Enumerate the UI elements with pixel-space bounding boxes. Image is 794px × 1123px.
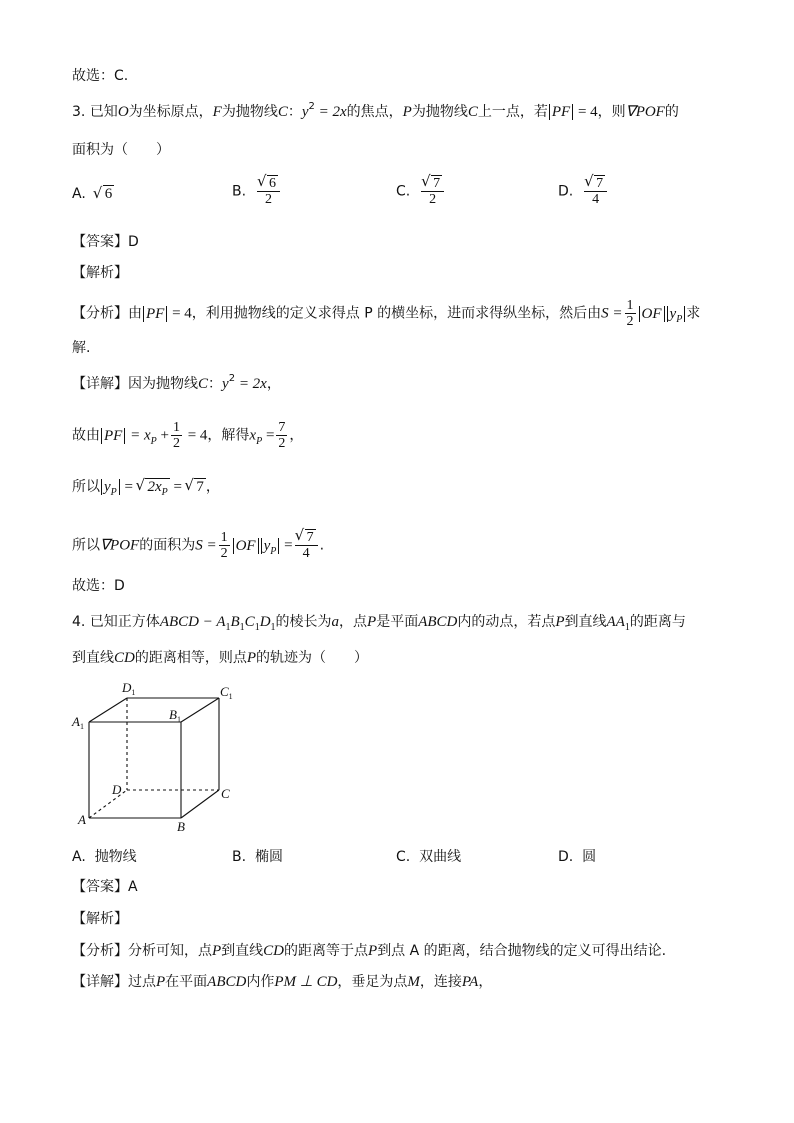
label-a: A [78, 812, 86, 827]
q4-answer: 【答案】A [72, 879, 138, 895]
label-d1: $D_1$ [122, 682, 136, 697]
q4-option-b: B. 椭圆 [232, 849, 283, 865]
q3-fenxi-line2: 解. [72, 340, 91, 356]
q3-option-a: A. √ 6 [72, 186, 114, 203]
label-b1: $B_1$ [169, 707, 181, 724]
label-a1: $A_1$ [72, 714, 84, 731]
label-d: D [112, 782, 122, 797]
q3-xiangjie-2: 故由 PF = $x_P$ + $\frac{1}{2}$ = 4，解得$x_P$ = $\frac{7}{2}$ ， [72, 420, 304, 451]
label-c1: $C_1$ [220, 684, 233, 701]
q4-stem-line2: 到直线CD的距离相等，则点P的轨迹为（ ） [72, 650, 369, 666]
q4-option-d: D. 圆 [558, 849, 597, 865]
q3-option-b: B. √ $\frac{6}{2}$ [232, 176, 282, 207]
q4-xiangjie: 【详解】过点P在平面ABCD内作PM ⊥ CD，垂足为点M，连接PA， [72, 974, 493, 990]
q3-choice: 故选：D [72, 578, 125, 594]
q3-jiexi: 【解析】 [72, 265, 128, 281]
q4-option-c: C. 双曲线 [396, 849, 462, 865]
q4-jiexi: 【解析】 [72, 911, 128, 927]
q3-stem-line2: 面积为（ ） [72, 142, 170, 158]
q4-fenxi: 【分析】分析可知，点P到直线CD的距离等于点P到点 A 的距离，结合抛物线的定义可得出结论. [72, 943, 667, 959]
edge-bc [181, 790, 219, 818]
label-c: C [221, 786, 230, 801]
label-b: B [177, 819, 185, 834]
edge-a1d1 [89, 698, 127, 722]
edge-b1c1 [181, 698, 219, 722]
q3-xiangjie-1: 【详解】因为抛物线C：$y^2 = 2x$， [72, 373, 281, 392]
cube-diagram [70, 682, 250, 834]
q2-choice: 故选：C. [72, 68, 129, 84]
q3-xiangjie-3: 所以 $y_P$ = √ $2x_P$ = √ 7 ， [72, 477, 220, 499]
q3-xiangjie-4: 所以∇POF的面积为S = $\frac{1}{2}$ OF $y_P$ = √ $\frac{7}{4}$ . [72, 530, 324, 561]
q3-answer: 【答案】D [72, 234, 139, 250]
q4-option-a: A. 抛物线 [72, 849, 137, 865]
q3-fenxi-line1: 【分析】由 PF = 4，利用抛物线的定义求得点 P 的横坐标，进而求得纵坐标，然后由S = $\frac{1}{2}$ OF $y_P$ 求 [72, 298, 701, 329]
q4-stem-line1: 4. 已知正方体ABCD − $A_1B_1C_1D_1$的棱长为a，点P是平面ABCD内的动点，若点P到直线$AA_1$的距离与 [72, 614, 686, 633]
q3-option-c: C. √ $\frac{7}{2}$ [396, 176, 446, 207]
q3-option-d: D. √ $\frac{7}{4}$ [558, 176, 609, 207]
q3-stem-line1: 3. 已知O为坐标原点，F为抛物线C：$y^2 = 2x$的焦点，P为抛物线C上一点，若 PF = 4，则∇POF的 [72, 101, 679, 120]
